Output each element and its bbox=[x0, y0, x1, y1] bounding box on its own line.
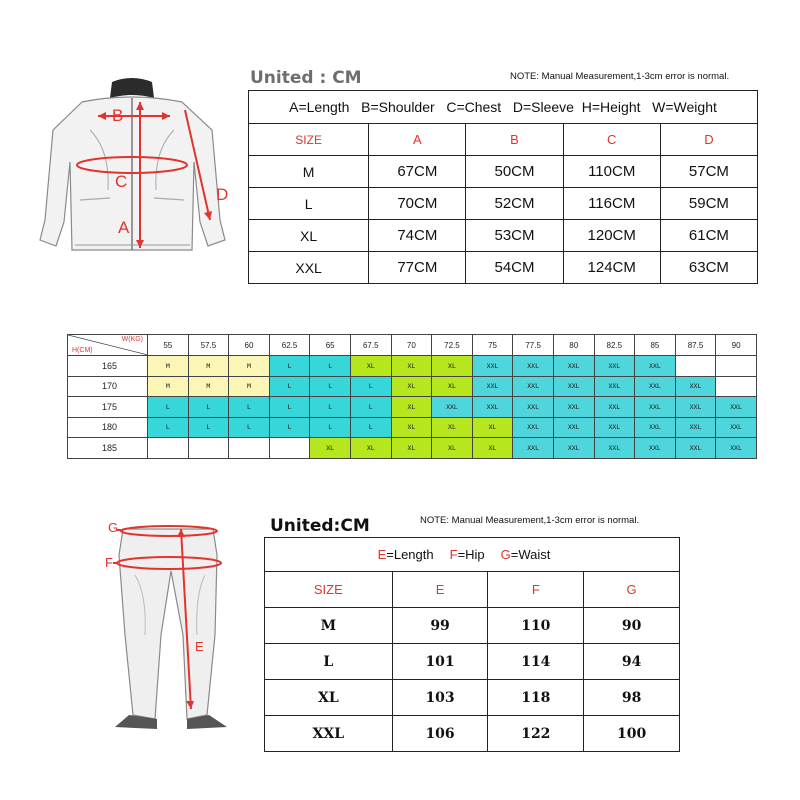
fit-chart-row bbox=[68, 417, 757, 438]
fit-chart-header-row bbox=[68, 335, 757, 356]
fit-size-cell: XXL bbox=[553, 438, 594, 459]
jacket-row bbox=[249, 188, 758, 220]
jacket-measurement: 53CM bbox=[466, 220, 563, 252]
fit-size-cell: XXL bbox=[716, 438, 757, 459]
jacket-unit-title: United : CM bbox=[250, 68, 362, 88]
jacket-header-c: C bbox=[563, 124, 660, 156]
jacket-measurement: 63CM bbox=[660, 252, 757, 284]
pants-legend-text: =Length bbox=[386, 547, 434, 562]
jacket-measurement: 54CM bbox=[466, 252, 563, 284]
weight-column-label: 80 bbox=[553, 335, 594, 356]
jacket-measurement: 116CM bbox=[563, 188, 660, 220]
fit-size-cell bbox=[675, 356, 716, 377]
jacket-row bbox=[249, 252, 758, 284]
jacket-size-label: XL bbox=[249, 220, 369, 252]
fit-size-cell: XXL bbox=[553, 376, 594, 397]
pants-measurement: 99 bbox=[392, 608, 488, 644]
jacket-measurement: 52CM bbox=[466, 188, 563, 220]
weight-column-label: 70 bbox=[391, 335, 432, 356]
fit-size-cell: L bbox=[350, 376, 391, 397]
pants-note: NOTE: Manual Measurement,1-3cm error is normal. bbox=[420, 515, 640, 526]
fit-size-cell: XXL bbox=[635, 397, 676, 418]
fit-size-cell: XL bbox=[391, 356, 432, 377]
jacket-note: NOTE: Manual Measurement,1-3cm error is normal. bbox=[510, 71, 730, 82]
weight-column-label: 77.5 bbox=[513, 335, 554, 356]
pants-measurement: 118 bbox=[488, 680, 584, 716]
pants-row bbox=[265, 680, 680, 716]
jacket-measurement: 77CM bbox=[369, 252, 466, 284]
fit-size-cell: L bbox=[229, 397, 270, 418]
jacket-size-table bbox=[248, 90, 758, 284]
pants-size-label: XL bbox=[265, 680, 393, 716]
fit-size-cell: XXL bbox=[635, 356, 676, 377]
pants-unit-title: United:CM bbox=[270, 516, 370, 536]
jacket-size-label: L bbox=[249, 188, 369, 220]
pants-header-e: E bbox=[392, 572, 488, 608]
pants-measurement: 90 bbox=[584, 608, 680, 644]
jacket-letter-b: B bbox=[112, 106, 124, 125]
fit-size-cell: XXL bbox=[635, 376, 676, 397]
pants-legend bbox=[265, 538, 680, 572]
fit-size-cell: L bbox=[148, 397, 189, 418]
weight-column-label: 87.5 bbox=[675, 335, 716, 356]
fit-size-cell: L bbox=[269, 376, 310, 397]
pants-measurement: 98 bbox=[584, 680, 680, 716]
fit-size-cell: XXL bbox=[513, 438, 554, 459]
jacket-drawing bbox=[20, 70, 245, 280]
height-axis-label: H(CM) bbox=[72, 347, 93, 354]
fit-size-cell: XL bbox=[432, 356, 473, 377]
pants-legend-item bbox=[450, 547, 485, 562]
weight-column-label: 67.5 bbox=[350, 335, 391, 356]
fit-size-cell: XL bbox=[391, 438, 432, 459]
fit-size-cell: XXL bbox=[594, 356, 635, 377]
fit-size-cell: XXL bbox=[513, 356, 554, 377]
weight-column-label: 75 bbox=[472, 335, 513, 356]
pants-header-row bbox=[265, 572, 680, 608]
pants-drawing bbox=[95, 515, 255, 735]
fit-size-cell: XXL bbox=[635, 438, 676, 459]
fit-size-cell: L bbox=[269, 397, 310, 418]
pants-size-label: L bbox=[265, 644, 393, 680]
pants-legend-text: =Waist bbox=[510, 547, 551, 562]
fit-size-cell: XXL bbox=[553, 397, 594, 418]
height-row-label: 170 bbox=[68, 376, 148, 397]
pants-letter-g: G bbox=[108, 520, 119, 535]
fit-size-cell: L bbox=[229, 417, 270, 438]
fit-size-cell: XL bbox=[350, 356, 391, 377]
fit-size-cell bbox=[229, 438, 270, 459]
jacket-legend: A=Length B=Shoulder C=Chest D=Sleeve H=Height W=Weight bbox=[249, 91, 758, 124]
jacket-measurement: 120CM bbox=[563, 220, 660, 252]
fit-size-cell: XL bbox=[432, 376, 473, 397]
fit-size-cell: XXL bbox=[635, 417, 676, 438]
fit-chart-corner bbox=[68, 335, 148, 356]
fit-size-cell: XL bbox=[391, 376, 432, 397]
jacket-header-b: B bbox=[466, 124, 563, 156]
pants-measurement: 106 bbox=[392, 716, 488, 752]
jacket-size-label: XXL bbox=[249, 252, 369, 284]
fit-size-cell: M bbox=[148, 356, 189, 377]
jacket-size-label: M bbox=[249, 156, 369, 188]
pants-measurement: 114 bbox=[488, 644, 584, 680]
weight-axis-label: W(KG) bbox=[121, 336, 143, 343]
jacket-measurement: 124CM bbox=[563, 252, 660, 284]
pants-letter-f: F bbox=[105, 555, 113, 570]
fit-size-cell: M bbox=[188, 376, 229, 397]
fit-size-cell: XXL bbox=[594, 376, 635, 397]
fit-size-cell: XXL bbox=[675, 397, 716, 418]
fit-size-cell: L bbox=[188, 417, 229, 438]
jacket-letter-d: D bbox=[216, 185, 229, 204]
fit-size-cell: XXL bbox=[594, 438, 635, 459]
fit-size-cell bbox=[148, 438, 189, 459]
pants-legend-letter: E bbox=[377, 547, 387, 562]
fit-chart-row bbox=[68, 356, 757, 377]
jacket-measurement: 67CM bbox=[369, 156, 466, 188]
fit-size-cell: XL bbox=[432, 417, 473, 438]
fit-chart-table bbox=[67, 334, 757, 459]
fit-size-cell: XXL bbox=[716, 397, 757, 418]
fit-size-cell: XL bbox=[432, 438, 473, 459]
fit-size-cell: XL bbox=[310, 438, 351, 459]
fit-size-cell: XXL bbox=[553, 417, 594, 438]
height-row-label: 165 bbox=[68, 356, 148, 377]
jacket-measurement: 59CM bbox=[660, 188, 757, 220]
pants-illustration bbox=[95, 515, 255, 735]
pants-size-label: M bbox=[265, 608, 393, 644]
fit-size-cell: XL bbox=[391, 417, 432, 438]
fit-size-cell: XXL bbox=[675, 376, 716, 397]
fit-chart-row bbox=[68, 397, 757, 418]
weight-column-label: 85 bbox=[635, 335, 676, 356]
pants-header-f: F bbox=[488, 572, 584, 608]
pants-measurement: 101 bbox=[392, 644, 488, 680]
jacket-header-row bbox=[249, 124, 758, 156]
fit-size-cell: XL bbox=[391, 397, 432, 418]
weight-column-label: 60 bbox=[229, 335, 270, 356]
pants-row bbox=[265, 716, 680, 752]
pants-size-label: XXL bbox=[265, 716, 393, 752]
pants-legend-letter: G bbox=[500, 547, 511, 562]
fit-size-cell: XXL bbox=[716, 417, 757, 438]
fit-size-cell: L bbox=[310, 417, 351, 438]
jacket-header-size: SIZE bbox=[249, 124, 369, 156]
jacket-measurement: 61CM bbox=[660, 220, 757, 252]
fit-size-cell: M bbox=[148, 376, 189, 397]
fit-size-cell: L bbox=[310, 356, 351, 377]
fit-size-cell: XXL bbox=[472, 376, 513, 397]
fit-size-cell: XXL bbox=[513, 376, 554, 397]
weight-column-label: 65 bbox=[310, 335, 351, 356]
fit-size-cell: XXL bbox=[675, 417, 716, 438]
fit-size-cell: XL bbox=[472, 417, 513, 438]
pants-measurement: 100 bbox=[584, 716, 680, 752]
height-row-label: 180 bbox=[68, 417, 148, 438]
pants-legend-text: =Hip bbox=[457, 547, 485, 562]
weight-column-label: 82.5 bbox=[594, 335, 635, 356]
fit-size-cell bbox=[269, 438, 310, 459]
pants-row bbox=[265, 608, 680, 644]
height-row-label: 185 bbox=[68, 438, 148, 459]
fit-size-cell: XXL bbox=[472, 397, 513, 418]
fit-size-cell: L bbox=[350, 417, 391, 438]
pants-header-g: G bbox=[584, 572, 680, 608]
pants-measurement: 122 bbox=[488, 716, 584, 752]
jacket-header-d: D bbox=[660, 124, 757, 156]
jacket-measurement: 110CM bbox=[563, 156, 660, 188]
fit-size-cell: L bbox=[188, 397, 229, 418]
jacket-illustration bbox=[20, 70, 245, 280]
pants-size-table bbox=[264, 537, 680, 752]
pants-row bbox=[265, 644, 680, 680]
fit-size-cell: M bbox=[229, 356, 270, 377]
fit-chart-row bbox=[68, 438, 757, 459]
fit-size-cell bbox=[188, 438, 229, 459]
fit-size-cell: XXL bbox=[513, 397, 554, 418]
weight-column-label: 55 bbox=[148, 335, 189, 356]
fit-size-cell: XXL bbox=[432, 397, 473, 418]
fit-size-cell: XXL bbox=[594, 417, 635, 438]
pants-measurement: 103 bbox=[392, 680, 488, 716]
jacket-row bbox=[249, 220, 758, 252]
pants-measurement: 110 bbox=[488, 608, 584, 644]
fit-size-cell: XXL bbox=[594, 397, 635, 418]
pants-legend-item bbox=[501, 547, 551, 562]
fit-size-cell: XL bbox=[472, 438, 513, 459]
fit-size-cell: M bbox=[229, 376, 270, 397]
pants-letter-e: E bbox=[195, 639, 204, 654]
jacket-letter-c: C bbox=[115, 172, 128, 191]
fit-size-cell: L bbox=[350, 397, 391, 418]
fit-size-cell: XL bbox=[350, 438, 391, 459]
fit-size-cell: L bbox=[269, 417, 310, 438]
fit-size-cell: M bbox=[188, 356, 229, 377]
fit-size-cell: XXL bbox=[675, 438, 716, 459]
jacket-measurement: 57CM bbox=[660, 156, 757, 188]
fit-size-cell: L bbox=[310, 397, 351, 418]
weight-column-label: 62.5 bbox=[269, 335, 310, 356]
fit-size-cell: L bbox=[310, 376, 351, 397]
jacket-header-a: A bbox=[369, 124, 466, 156]
pants-measurement: 94 bbox=[584, 644, 680, 680]
pants-legend-item bbox=[378, 547, 434, 562]
jacket-measurement: 74CM bbox=[369, 220, 466, 252]
jacket-row bbox=[249, 156, 758, 188]
weight-column-label: 72.5 bbox=[432, 335, 473, 356]
fit-size-cell bbox=[716, 376, 757, 397]
pants-header-size: SIZE bbox=[265, 572, 393, 608]
height-row-label: 175 bbox=[68, 397, 148, 418]
jacket-letter-a: A bbox=[118, 218, 130, 237]
fit-size-cell bbox=[716, 356, 757, 377]
pants-legend-letter: F bbox=[449, 547, 458, 562]
fit-size-cell: L bbox=[148, 417, 189, 438]
fit-size-cell: L bbox=[269, 356, 310, 377]
jacket-measurement: 70CM bbox=[369, 188, 466, 220]
weight-column-label: 90 bbox=[716, 335, 757, 356]
fit-size-cell: XXL bbox=[553, 356, 594, 377]
weight-column-label: 57.5 bbox=[188, 335, 229, 356]
fit-chart-row bbox=[68, 376, 757, 397]
fit-size-cell: XXL bbox=[472, 356, 513, 377]
fit-size-cell: XXL bbox=[513, 417, 554, 438]
jacket-measurement: 50CM bbox=[466, 156, 563, 188]
